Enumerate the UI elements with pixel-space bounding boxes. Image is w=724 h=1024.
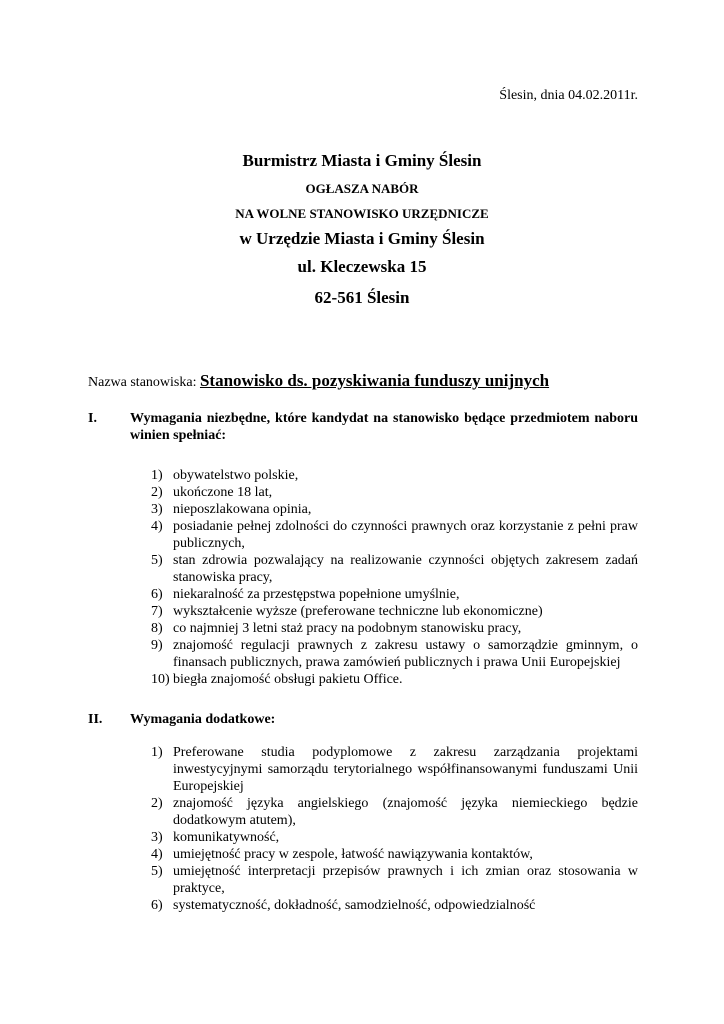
issuer-title: Burmistrz Miasta i Gminy Ślesin [242,151,482,170]
announcement-heading: OGŁASZA NABÓR [305,181,419,196]
item-number: 2) [151,485,163,500]
item-number: 8) [151,621,163,636]
list-item [151,603,638,620]
office-name: w Urzędzie Miasta i Gminy Ślesin [239,229,485,248]
item-number: 9) [151,638,163,653]
item-text: umiejętność pracy w zespole, łatwość nawiązywania kontaktów, [173,847,533,862]
office-street: ul. Kleczewska 15 [297,257,427,276]
section-title: Wymagania niezbędne, które kandydat na stanowisko będące przedmiotem naboru winien spełniać: [130,411,638,443]
list-item [151,620,638,637]
item-number: 2) [151,796,163,811]
item-text: biegła znajomość obsługi pakietu Office. [173,672,403,687]
section-required [88,410,638,688]
item-number: 6) [151,587,163,602]
list-item [151,744,638,795]
item-text: wykształcenie wyższe (preferowane techniczne lub ekonomiczne) [173,604,543,619]
section-additional [88,711,638,914]
item-text: Preferowane studia podyplomowe z zakresu zarządzania projektami inwestycyjnymi samorządu terytorialnego współfinansowanymi funduszami Unii Europejskiej [173,745,638,794]
item-text: znajomość regulacji prawnych z zakresu ustawy o samorządzie gminnym, o finansach publicznych, prawa zamówień publicznych i prawa Unii Europejskiej [173,638,638,670]
item-text: posiadanie pełnej zdolności do czynności prawnych oraz korzystanie z pełni praw publicznych, [173,519,638,551]
item-text: ukończone 18 lat, [173,485,273,500]
office-city: 62-561 Ślesin [314,288,410,307]
list-item [151,637,638,671]
section-heading [88,410,638,444]
item-text: obywatelstwo polskie, [173,468,299,483]
item-text: komunikatywność, [173,830,280,845]
list-item [151,829,638,846]
list-item [151,671,638,688]
item-number: 7) [151,604,163,619]
list-item [151,484,638,501]
list-item [151,467,638,484]
item-text: niekaralność za przestępstwa popełnione umyślnie, [173,587,460,602]
item-text: umiejętność interpretacji przepisów prawnych i ich zmian oraz stosowania w praktyce, [173,864,638,896]
item-number: 3) [151,830,163,845]
list-item [151,897,638,914]
list-item [151,501,638,518]
date-line: Ślesin, dnia 04.02.2011r. [499,88,638,103]
job-name-label: Nazwa stanowiska: [88,375,200,390]
announcement-header [0,150,724,309]
job-name-line [88,370,549,394]
item-text: systematyczność, dokładność, samodzielność, odpowiedzialność [173,898,536,913]
item-number: 1) [151,468,163,483]
item-number: 5) [151,553,163,568]
position-type-heading: NA WOLNE STANOWISKO URZĘDNICZE [235,206,489,221]
item-text: co najmniej 3 letni staż pracy na podobnym stanowisku pracy, [173,621,522,636]
section-heading [88,711,638,728]
section-number: II. [88,712,103,727]
item-text: nieposzlakowana opinia, [173,502,312,517]
list-item [151,518,638,552]
list-item [151,552,638,586]
requirements-list [151,467,638,688]
list-item [151,795,638,829]
job-name-value: Stanowisko ds. pozyskiwania funduszy unijnych [199,371,550,390]
item-number: 10) [151,672,170,687]
item-number: 4) [151,519,163,534]
item-number: 3) [151,502,163,517]
section-title: Wymagania dodatkowe: [130,712,276,727]
additional-requirements-list [151,744,638,914]
item-number: 5) [151,864,163,879]
list-item [151,863,638,897]
section-number: I. [88,411,97,426]
item-number: 6) [151,898,163,913]
item-number: 4) [151,847,163,862]
list-item [151,846,638,863]
list-item [151,586,638,603]
item-text: stan zdrowia pozwalający na realizowanie czynności objętych zakresem zadań stanowiska pracy, [173,553,638,585]
item-text: znajomość języka angielskiego (znajomość języka niemieckiego będzie dodatkowym atutem), [173,796,638,828]
item-number: 1) [151,745,163,760]
